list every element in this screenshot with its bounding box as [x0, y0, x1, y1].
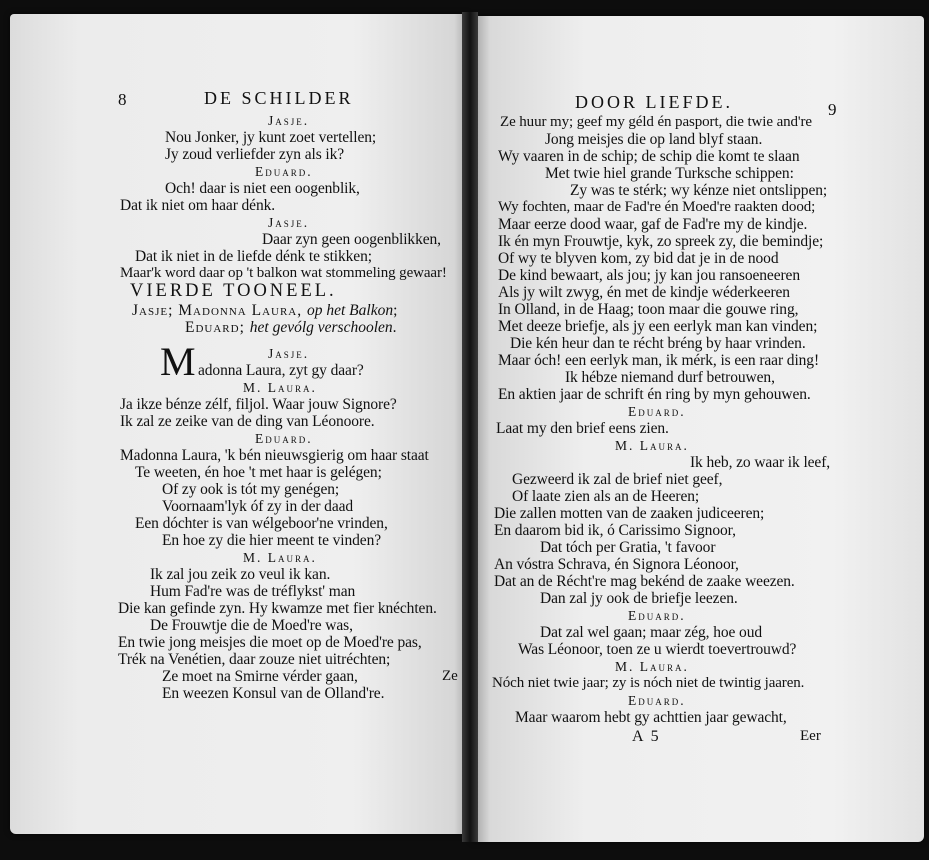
verse-line: An vóstra Schrava, én Signora Léonoor,: [494, 556, 739, 573]
book-gutter: [462, 12, 478, 842]
verse-line: Daar zyn geen oogenblikken,: [262, 231, 441, 248]
verse-line: In Olland, in de Haag; toon maar die gouwe ring,: [498, 301, 799, 318]
verse-line: En daarom bid ik, ó Carissimo Signoor,: [494, 522, 736, 539]
catchword-left: Ze: [442, 668, 458, 684]
verse-line: Och! daar is niet een oogenblik,: [165, 180, 360, 197]
verse-line: Wy vaaren in de schip; de schip die komt te slaan: [498, 148, 800, 165]
verse-line: En hoe zy die hier meent te vinden?: [162, 532, 382, 549]
verse-line: Dat zal wel gaan; maar zég, hoe oud: [540, 624, 763, 641]
verse-line: Ik hébze niemand durf betrouwen,: [565, 369, 775, 386]
verse-line: Maar óch! een eerlyk man, ik mérk, is een raar ding!: [498, 352, 820, 369]
verse-line: Was Léonoor, toen ze u wierdt toevertrouwd?: [518, 641, 797, 658]
verse-line: Of zy ook is tót my genégen;: [162, 481, 340, 498]
verse-line: Als jy wilt zwyg, én met de kindje wéderkeeren: [498, 284, 790, 301]
verse-line: Of wy te blyven kom, zy bid dat je in de nood: [498, 250, 779, 267]
verse-line: Laat my den brief eens zien.: [496, 420, 669, 437]
verse-line: Of laate zien als an de Heeren;: [512, 488, 700, 505]
signature-mark: A 5: [632, 728, 661, 745]
verse-line: Dat ik niet om haar dénk.: [120, 197, 276, 214]
speaker: Eduard.: [255, 164, 313, 179]
page-number-left: 8: [118, 90, 127, 109]
stage-direction: het gevólg verschoolen: [249, 319, 393, 336]
speaker: M. Laura.: [615, 438, 689, 453]
speaker: Jasje.: [268, 113, 310, 128]
verse-line: adonna Laura, zyt gy daar?: [198, 362, 364, 379]
verse-line: Die kén heur dan te récht bréng by haar vrinden.: [510, 335, 806, 352]
catchword-right: Eer: [800, 728, 821, 744]
scene-heading: VIERDE TOONEEL.: [130, 281, 337, 301]
verse-line: Maar'k word daar op 't balkon wat stommeling gewaar!: [120, 265, 447, 281]
verse-line: De Frouwtje die de Moed're was,: [150, 617, 353, 634]
scene-cast: Eduard; het gevólg verschoolen.: [185, 319, 398, 336]
drop-cap: M: [160, 339, 196, 384]
speaker: M. Laura.: [615, 659, 689, 674]
speaker: Eduard.: [628, 404, 686, 419]
verse-line: Voornaam'lyk óf zy in der daad: [162, 498, 354, 515]
verse-line: Hum Fad're was de tréflykst' man: [150, 583, 356, 600]
verse-line: En twie jong meisjes die moet op de Moed're pas,: [118, 634, 422, 651]
verse-line: Trék na Venétien, daar zouze niet uitréchten;: [118, 651, 391, 668]
verse-line: Dat tóch per Gratia, 't favoor: [540, 539, 716, 556]
verse-line: Ik zal jou zeik zo veul ik kan.: [150, 566, 331, 583]
verse-line: Jong meisjes die op land blyf staan.: [545, 131, 763, 148]
verse-line: Wy fochten, maar de Fad're én Moed're raakten dood;: [498, 199, 816, 215]
verse-line: Ik én myn Frouwtje, kyk, zo spreek zy, die bemindje;: [498, 233, 824, 250]
verse-line: Madonna Laura, 'k bén nieuwsgierig om haar staat: [120, 447, 429, 464]
verse-line: De kind bewaart, als jou; jy kan jou ransoeneeren: [498, 267, 800, 284]
verse-line: Met deeze briefje, als jy een eerlyk man kan vinden;: [498, 318, 818, 335]
verse-line: Nóch niet twie jaar; zy is nóch niet de twintig jaaren.: [492, 675, 805, 691]
speaker: Eduard.: [628, 693, 686, 708]
speaker: Eduard.: [628, 608, 686, 623]
verse-line: Dat an de Récht're mag bekénd de zaake weezen.: [494, 573, 795, 590]
running-head-right: DOOR LIEFDE.: [575, 92, 733, 112]
page-number-right: 9: [828, 100, 837, 119]
verse-line: Een dóchter is van wélgeboor'ne vrinden,: [135, 515, 388, 532]
speaker: Jasje.: [268, 215, 310, 230]
running-head-left: DE SCHILDER: [204, 88, 354, 108]
verse-line: Dan zal jy ook de briefje leezen.: [540, 590, 738, 607]
speaker: M. Laura.: [243, 380, 317, 395]
verse-line: Maar waarom hebt gy achttien jaar gewacht,: [515, 709, 787, 726]
verse-line: Ja ikze bénze zélf, filjol. Waar jouw Signore?: [120, 396, 397, 413]
stage-direction: op het Balkon: [306, 302, 394, 319]
verse-line: Ze huur my; geef my géld én pasport, die twie and're: [500, 114, 812, 130]
verse-line: Te weeten, én hoe 't met haar is gelégen;: [135, 464, 382, 481]
verse-line: En aktien jaar de schrift én ring by myn gehouwen.: [498, 386, 811, 403]
speaker: Jasje.: [268, 346, 310, 361]
speaker: M. Laura.: [243, 550, 317, 565]
verse-line: Nou Jonker, jy kunt zoet vertellen;: [165, 129, 377, 146]
verse-line: Zy was te stérk; wy kénze niet ontslippen;: [570, 182, 828, 199]
verse-line: Die kan gefinde zyn. Hy kwamze met fier knéchten.: [118, 600, 437, 617]
scene-cast: Jasje; Madonna Laura, op het Balkon;: [132, 302, 399, 319]
verse-line: En weezen Konsul van de Olland're.: [162, 685, 385, 702]
verse-line: Ik zal ze zeike van de ding van Léonoore.: [120, 413, 375, 430]
verse-line: Gezweerd ik zal de brief niet geef,: [512, 471, 723, 488]
verse-line: Ze moet na Smirne vérder gaan,: [162, 668, 358, 685]
verse-line: Ik heb, zo waar ik leef,: [690, 454, 831, 471]
verse-line: Met twie hiel grande Turksche schippen:: [545, 165, 794, 182]
speaker: Eduard.: [255, 431, 313, 446]
verse-line: Maar eerze dood waar, gaf de Fad're my de kindje.: [498, 216, 808, 233]
verse-line: Dat ik niet in de liefde dénk te stikken;: [135, 248, 372, 265]
verse-line: Jy zoud verliefder zyn als ik?: [165, 146, 345, 163]
verse-line: Die zallen motten van de zaaken judiceeren;: [494, 505, 765, 522]
